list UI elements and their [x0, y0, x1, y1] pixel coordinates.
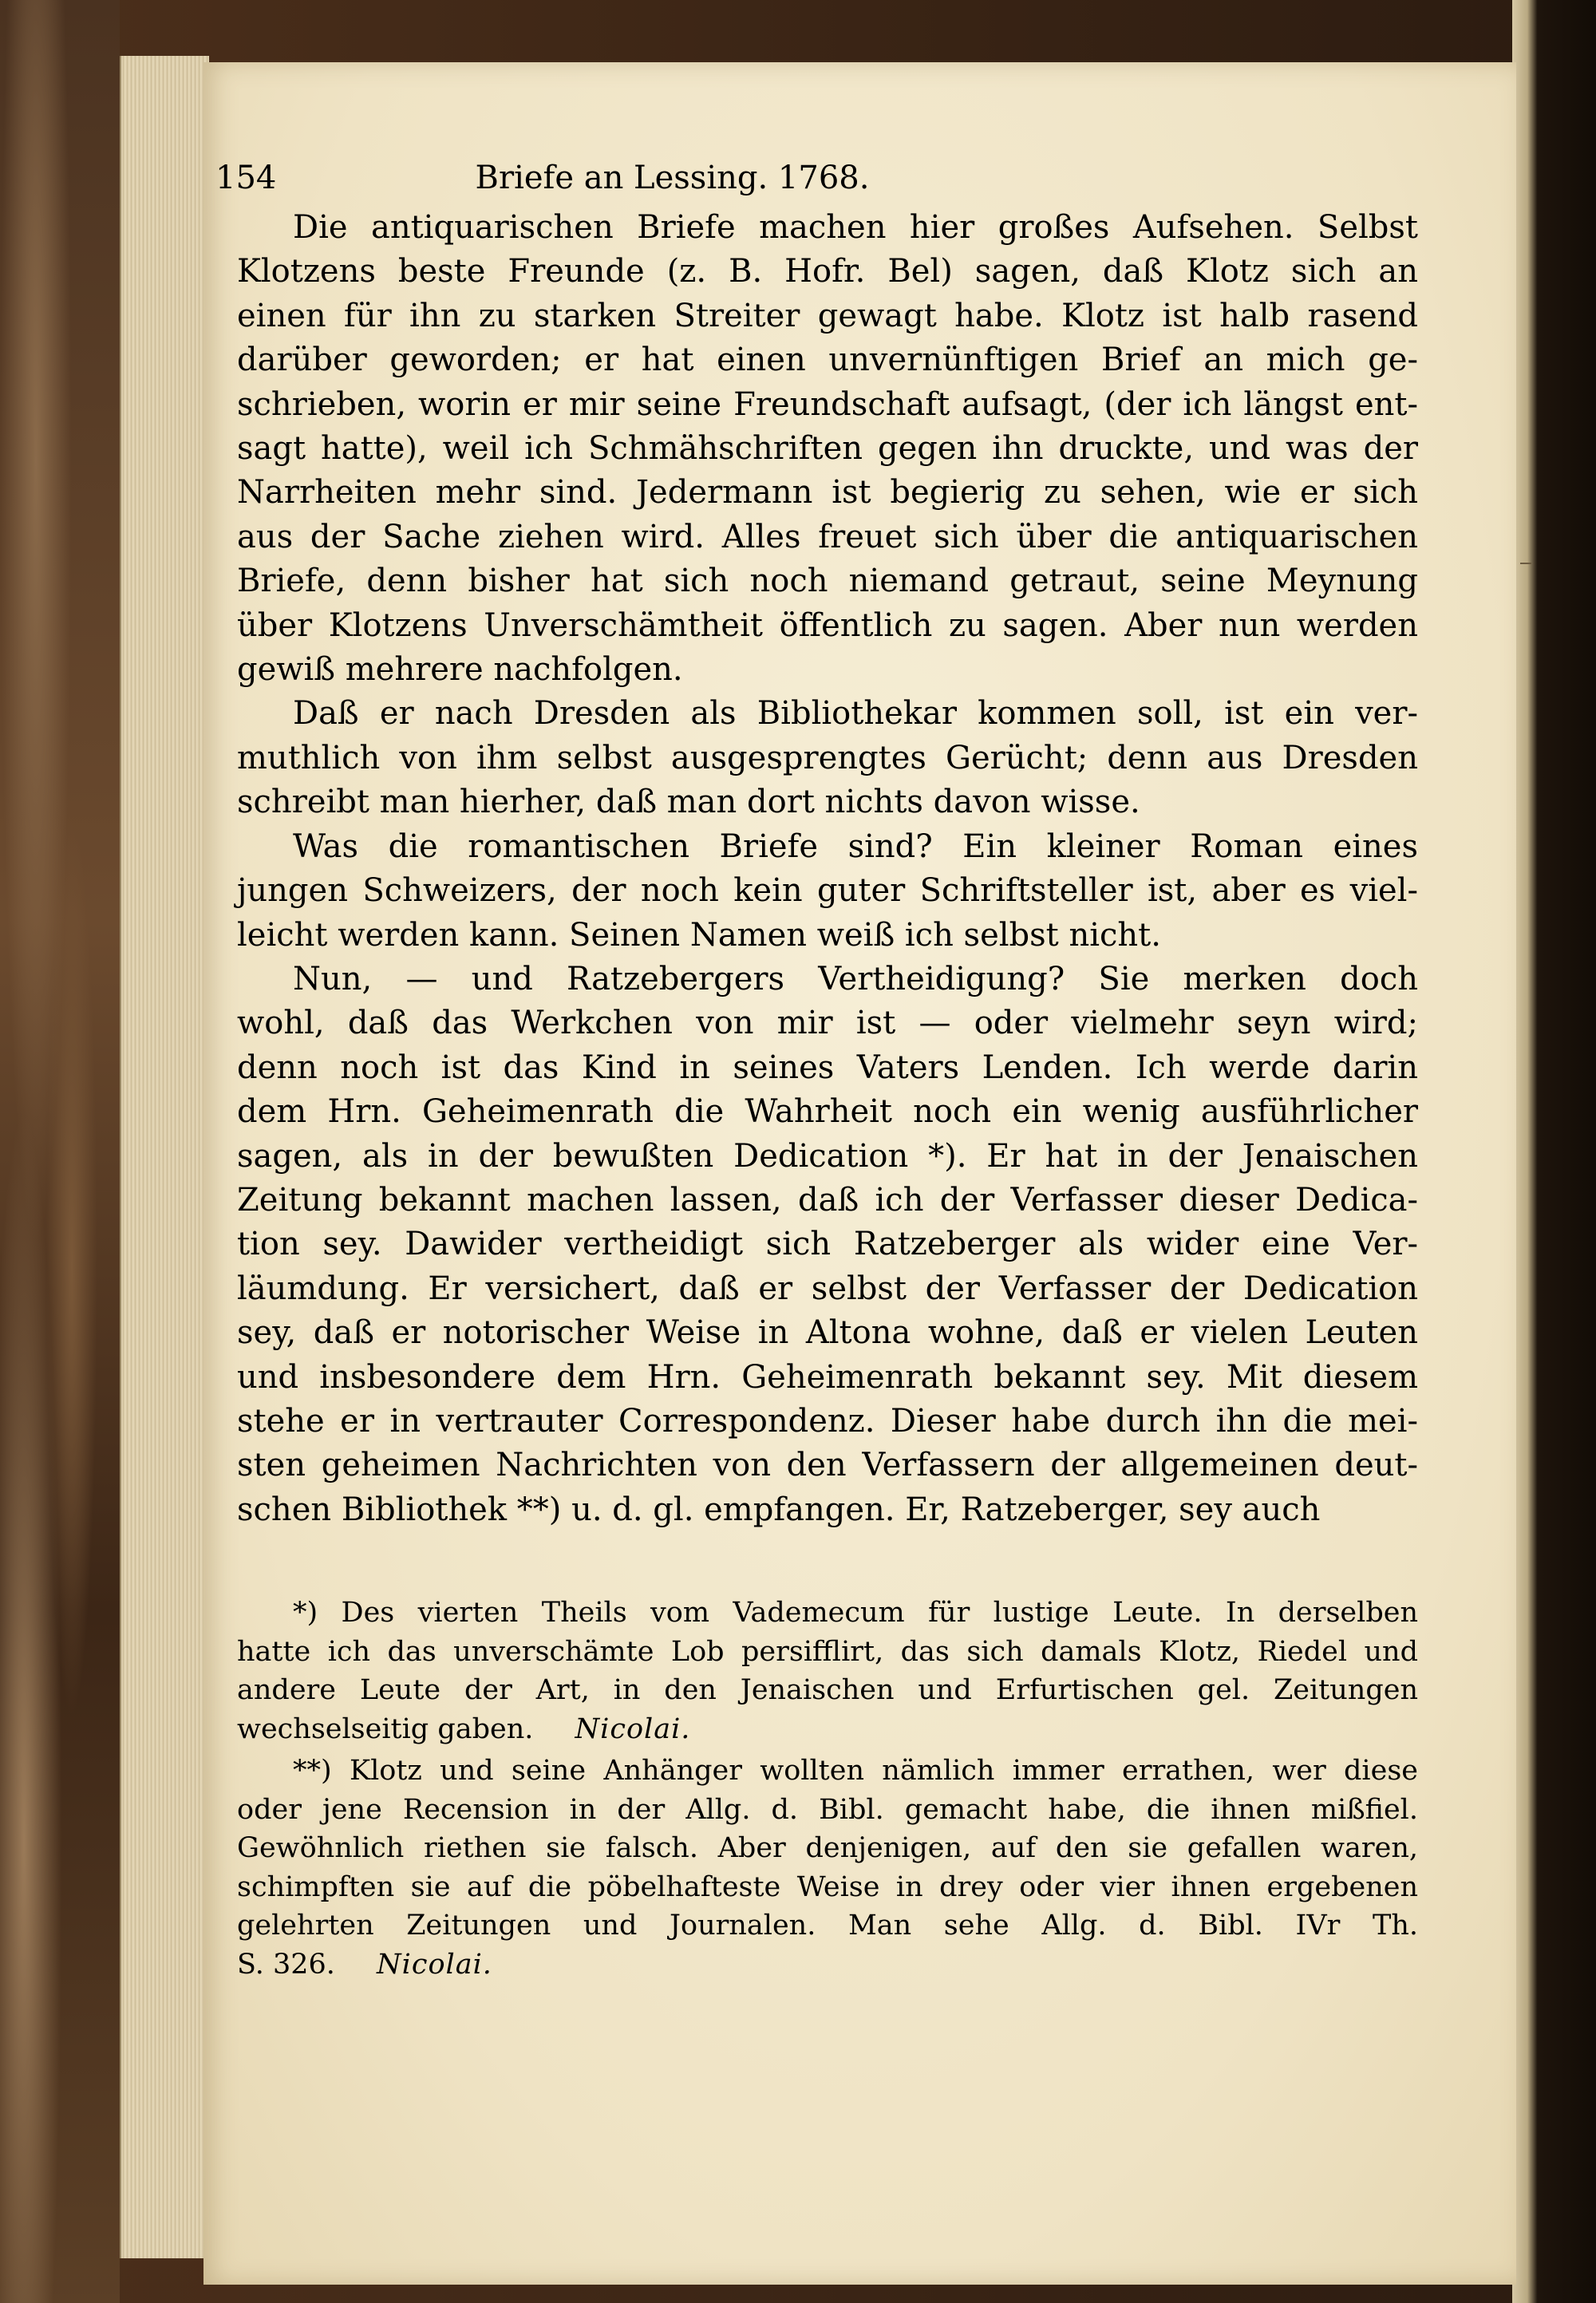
- running-header: [215, 160, 1129, 207]
- margin-mark: [1520, 563, 1531, 564]
- text-line: Nun, — und Ratzebergers Vertheidigung? Sie merken doch: [293, 960, 1418, 997]
- marbled-cover: [0, 0, 120, 2303]
- footnote-line: hatte ich das unverschämte Lob persifflirt, das sich damals Klotz, Riedel und: [237, 1635, 1418, 1668]
- paragraph: [237, 825, 1418, 958]
- text-line: Briefe, denn bisher hat sich noch niemand getraut, seine Meynung: [237, 563, 1418, 600]
- text-line: schreibt man hierher, daß man dort nichts davon wisse.: [237, 784, 1140, 821]
- footnote-signature: Nicolai.: [366, 1948, 492, 1981]
- text-line: schen Bibliothek **) u. d. gl. empfangen. Er, Ratzeberger, sey auch: [237, 1491, 1321, 1528]
- text-line: darüber geworden; er hat einen unvernünftigen Brief an mich ge-: [237, 342, 1418, 379]
- text-line: muthlich von ihm selbst ausgesprengtes Gerücht; denn aus Dresden: [237, 739, 1418, 776]
- text-line: Was die romantischen Briefe sind? Ein kleiner Roman eines: [293, 828, 1418, 865]
- text-line: dem Hrn. Geheimenrath die Wahrheit noch ein wenig ausführlicher: [237, 1093, 1418, 1131]
- footnote-line: Gewöhnlich riethen sie falsch. Aber denjenigen, auf den sie gefallen waren,: [237, 1832, 1418, 1864]
- paragraph: [237, 692, 1418, 824]
- text-line: denn noch ist das Kind in seines Vaters Lenden. Ich werde darin: [237, 1049, 1418, 1086]
- text-line: leicht werden kann. Seinen Namen weiß ich selbst nicht.: [237, 916, 1161, 954]
- text-line: sten geheimen Nachrichten von den Verfassern der allgemeinen deut-: [237, 1447, 1418, 1484]
- text-line: Narrheiten mehr sind. Jedermann ist begierig zu sehen, wie er sich: [237, 474, 1418, 512]
- footnote: [237, 1752, 1418, 1984]
- text-line: sey, daß er notorischer Weise in Altona wohne, daß er vielen Leuten: [237, 1314, 1418, 1352]
- text-line: stehe er in vertrauter Correspondenz. Dieser habe durch ihn die mei-: [237, 1402, 1418, 1440]
- footnote-line: *) Des vierten Theils vom Vademecum für lustige Leute. In derselben: [293, 1597, 1418, 1629]
- text-line: Daß er nach Dresden als Bibliothekar kommen soll, ist ein ver-: [293, 695, 1418, 733]
- footnote-line: gelehrten Zeitungen und Journalen. Man sehe Allg. d. Bibl. IVr Th.: [237, 1910, 1418, 1942]
- main-text: [237, 206, 1418, 1532]
- text-line: einen für ihn zu starken Streiter gewagt habe. Klotz ist halb rasend: [237, 297, 1418, 334]
- footnote-line: S. 326. Nicolai.: [237, 1948, 492, 1981]
- text-line: gewiß mehrere nachfolgen.: [237, 651, 683, 689]
- footnote-line: wechselseitig gaben. Nicolai.: [237, 1712, 691, 1745]
- footnote-line: andere Leute der Art, in den Jenaischen und Erfurtischen gel. Zeitungen: [237, 1674, 1418, 1706]
- text-line: Zeitung bekannt machen lassen, daß ich der Verfasser dieser Dedica-: [237, 1181, 1418, 1219]
- text-line: jungen Schweizers, der noch kein guter Schriftsteller ist, aber es viel-: [237, 872, 1418, 910]
- binding-right: [1512, 0, 1596, 2303]
- footnotes: [237, 1594, 1418, 1987]
- text-line: sagt hatte), weil ich Schmähschriften gegen ihn druckte, und was der: [237, 430, 1418, 468]
- footnote-line: **) Klotz und seine Anhänger wollten nämlich immer errathen, wer diese: [293, 1755, 1418, 1787]
- footnote: [237, 1594, 1418, 1748]
- footnote-line: schimpften sie auf die pöbelhafteste Weise in drey oder vier ihnen ergebenen: [237, 1870, 1418, 1903]
- running-title: Briefe an Lessing. 1768.: [475, 160, 870, 196]
- footnote-line: oder jene Recension in der Allg. d. Bibl. gemacht habe, die ihnen mißfiel.: [237, 1793, 1418, 1826]
- text-line: Die antiquarischen Briefe machen hier großes Aufsehen. Selbst: [293, 209, 1418, 246]
- text-line: und insbesondere dem Hrn. Geheimenrath bekannt sey. Mit diesem: [237, 1358, 1418, 1396]
- page-number: 154: [215, 160, 277, 196]
- footnote-signature: Nicolai.: [565, 1712, 691, 1745]
- page-edges: [120, 56, 209, 2258]
- text-line: läumdung. Er versichert, daß er selbst der Verfasser der Dedication: [237, 1270, 1418, 1307]
- text-line: aus der Sache ziehen wird. Alles freuet sich über die antiquarischen: [237, 518, 1418, 555]
- text-line: sagen, als in der bewußten Dedication *). Er hat in der Jenaischen: [237, 1137, 1418, 1175]
- text-line: über Klotzens Unverschämtheit öffentlich zu sagen. Aber nun werden: [237, 606, 1418, 644]
- paragraph: [237, 206, 1418, 692]
- paragraph: [237, 958, 1418, 1532]
- text-line: schrieben, worin er mir seine Freundschaft aufsagt, (der ich längst ent-: [237, 385, 1418, 423]
- text-line: tion sey. Dawider vertheidigt sich Ratzeberger als wider eine Ver-: [237, 1226, 1418, 1263]
- text-line: Klotzens beste Freunde (z. B. Hofr. Bel) sagen, daß Klotz sich an: [237, 253, 1418, 290]
- text-line: wohl, daß das Werkchen von mir ist — oder vielmehr seyn wird;: [237, 1005, 1418, 1042]
